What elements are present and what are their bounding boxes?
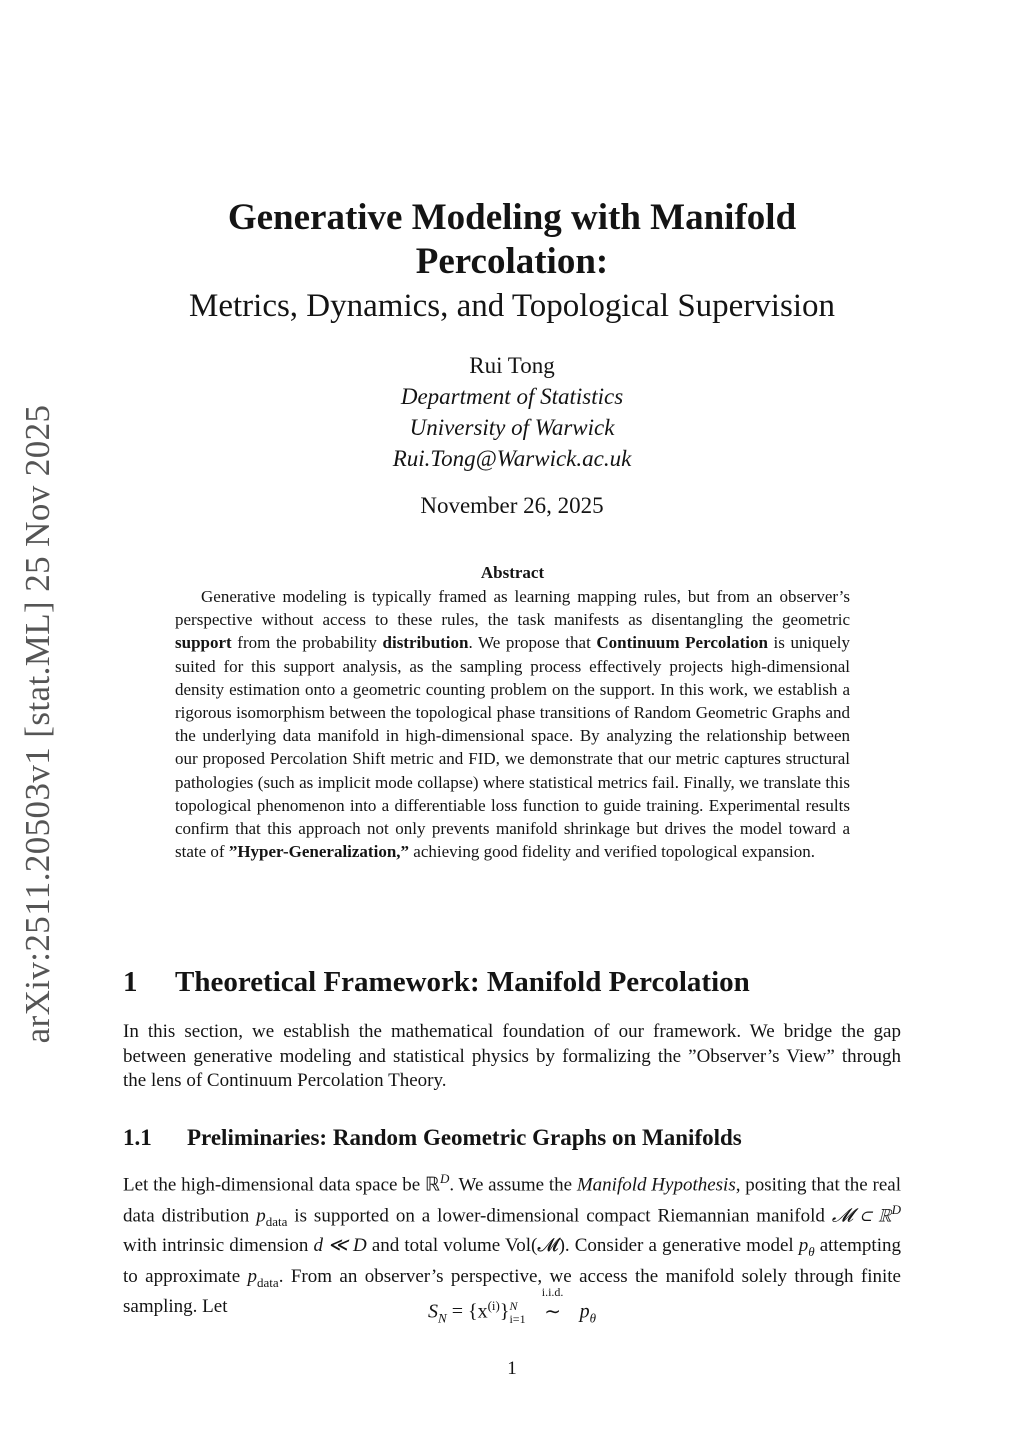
subsection-number: 1.1 [123,1125,152,1150]
author-university: University of Warwick [409,415,615,440]
arxiv-identifier: arXiv:2511.20503v1 [stat.ML] 25 Nov 2025 [18,404,57,1044]
subsection-title: Preliminaries: Random Geometric Graphs on Manifolds [187,1125,742,1150]
section-intro-paragraph: In this section, we establish the mathematical foundation of our framework. We bridge the gap between generative modeling and statistical physics by formalizing the ”Observer’s View” through the lens of Continuum Percolation Theory. [123,1021,901,1091]
sampling-equation: $S_N = \{x^{(i)}\}$ N i=1 i.i.d. ∼ $p_\theta$ [428,1284,596,1327]
section-number: 1 [123,966,138,998]
section-heading [123,966,750,999]
section-title: Theoretical Framework: Manifold Percolation [175,966,750,998]
preliminaries-paragraph: Let the high-dimensional data space be ℝ$^D$. We assume the Manifold Hypothesis, positing that the real data distribution $p_{data}$ is supported on a lower-dimensional compact Riemannian manifold 𝓜 ⊂ ℝ$^D$ with intrinsic dimension d ≪ D and total volume Vol(𝓜). Consider a generative model $p_\theta$ attempting to approximate $p_{data}$. From an observer’s perspective, we access the manifold solely through finite sampling. Let [123,1171,901,1318]
title-line-2: Percolation: [415,241,609,282]
author-email: Rui.Tong@Warwick.ac.uk [392,446,632,471]
paper-title [150,196,874,326]
abstract [175,561,850,863]
author-block [150,350,874,474]
paper-date: November 26, 2025 [420,493,604,518]
author-name: Rui Tong [469,353,555,378]
abstract-body: Generative modeling is typically framed as learning mapping rules, but from an observer’s perspective without access to these rules, the task manifests as disentangling the geometric support from the probability distribution. We propose that Continuum Percolation is uniquely suited for this support analysis, as the sampling process effectively projects high-dimensional density estimation onto a geometric counting problem on the support. In this work, we establish a rigorous isomorphism between the topological phase transitions of Random Geometric Graphs and the underlying data manifold in high-dimensional space. By analyzing the relationship between our proposed Percolation Shift metric and FID, we demonstrate that our metric captures structural pathologies (such as implicit mode collapse) where statistical metrics fail. Finally, we translate this topological phenomenon into a differentiable loss function to guide training. Experimental results confirm that this approach not only prevents manifold shrinkage but drives the model toward a state of ”Hyper-Generalization,” achieving good fidelity and verified topological expansion. [175,587,850,862]
subsection-heading [123,1125,742,1151]
paper-subtitle: Metrics, Dynamics, and Topological Supervision [189,288,835,324]
page-number: 1 [507,1358,517,1379]
title-line-1: Generative Modeling with Manifold [227,197,797,238]
abstract-heading: Abstract [480,563,545,582]
author-department: Department of Statistics [400,384,624,409]
